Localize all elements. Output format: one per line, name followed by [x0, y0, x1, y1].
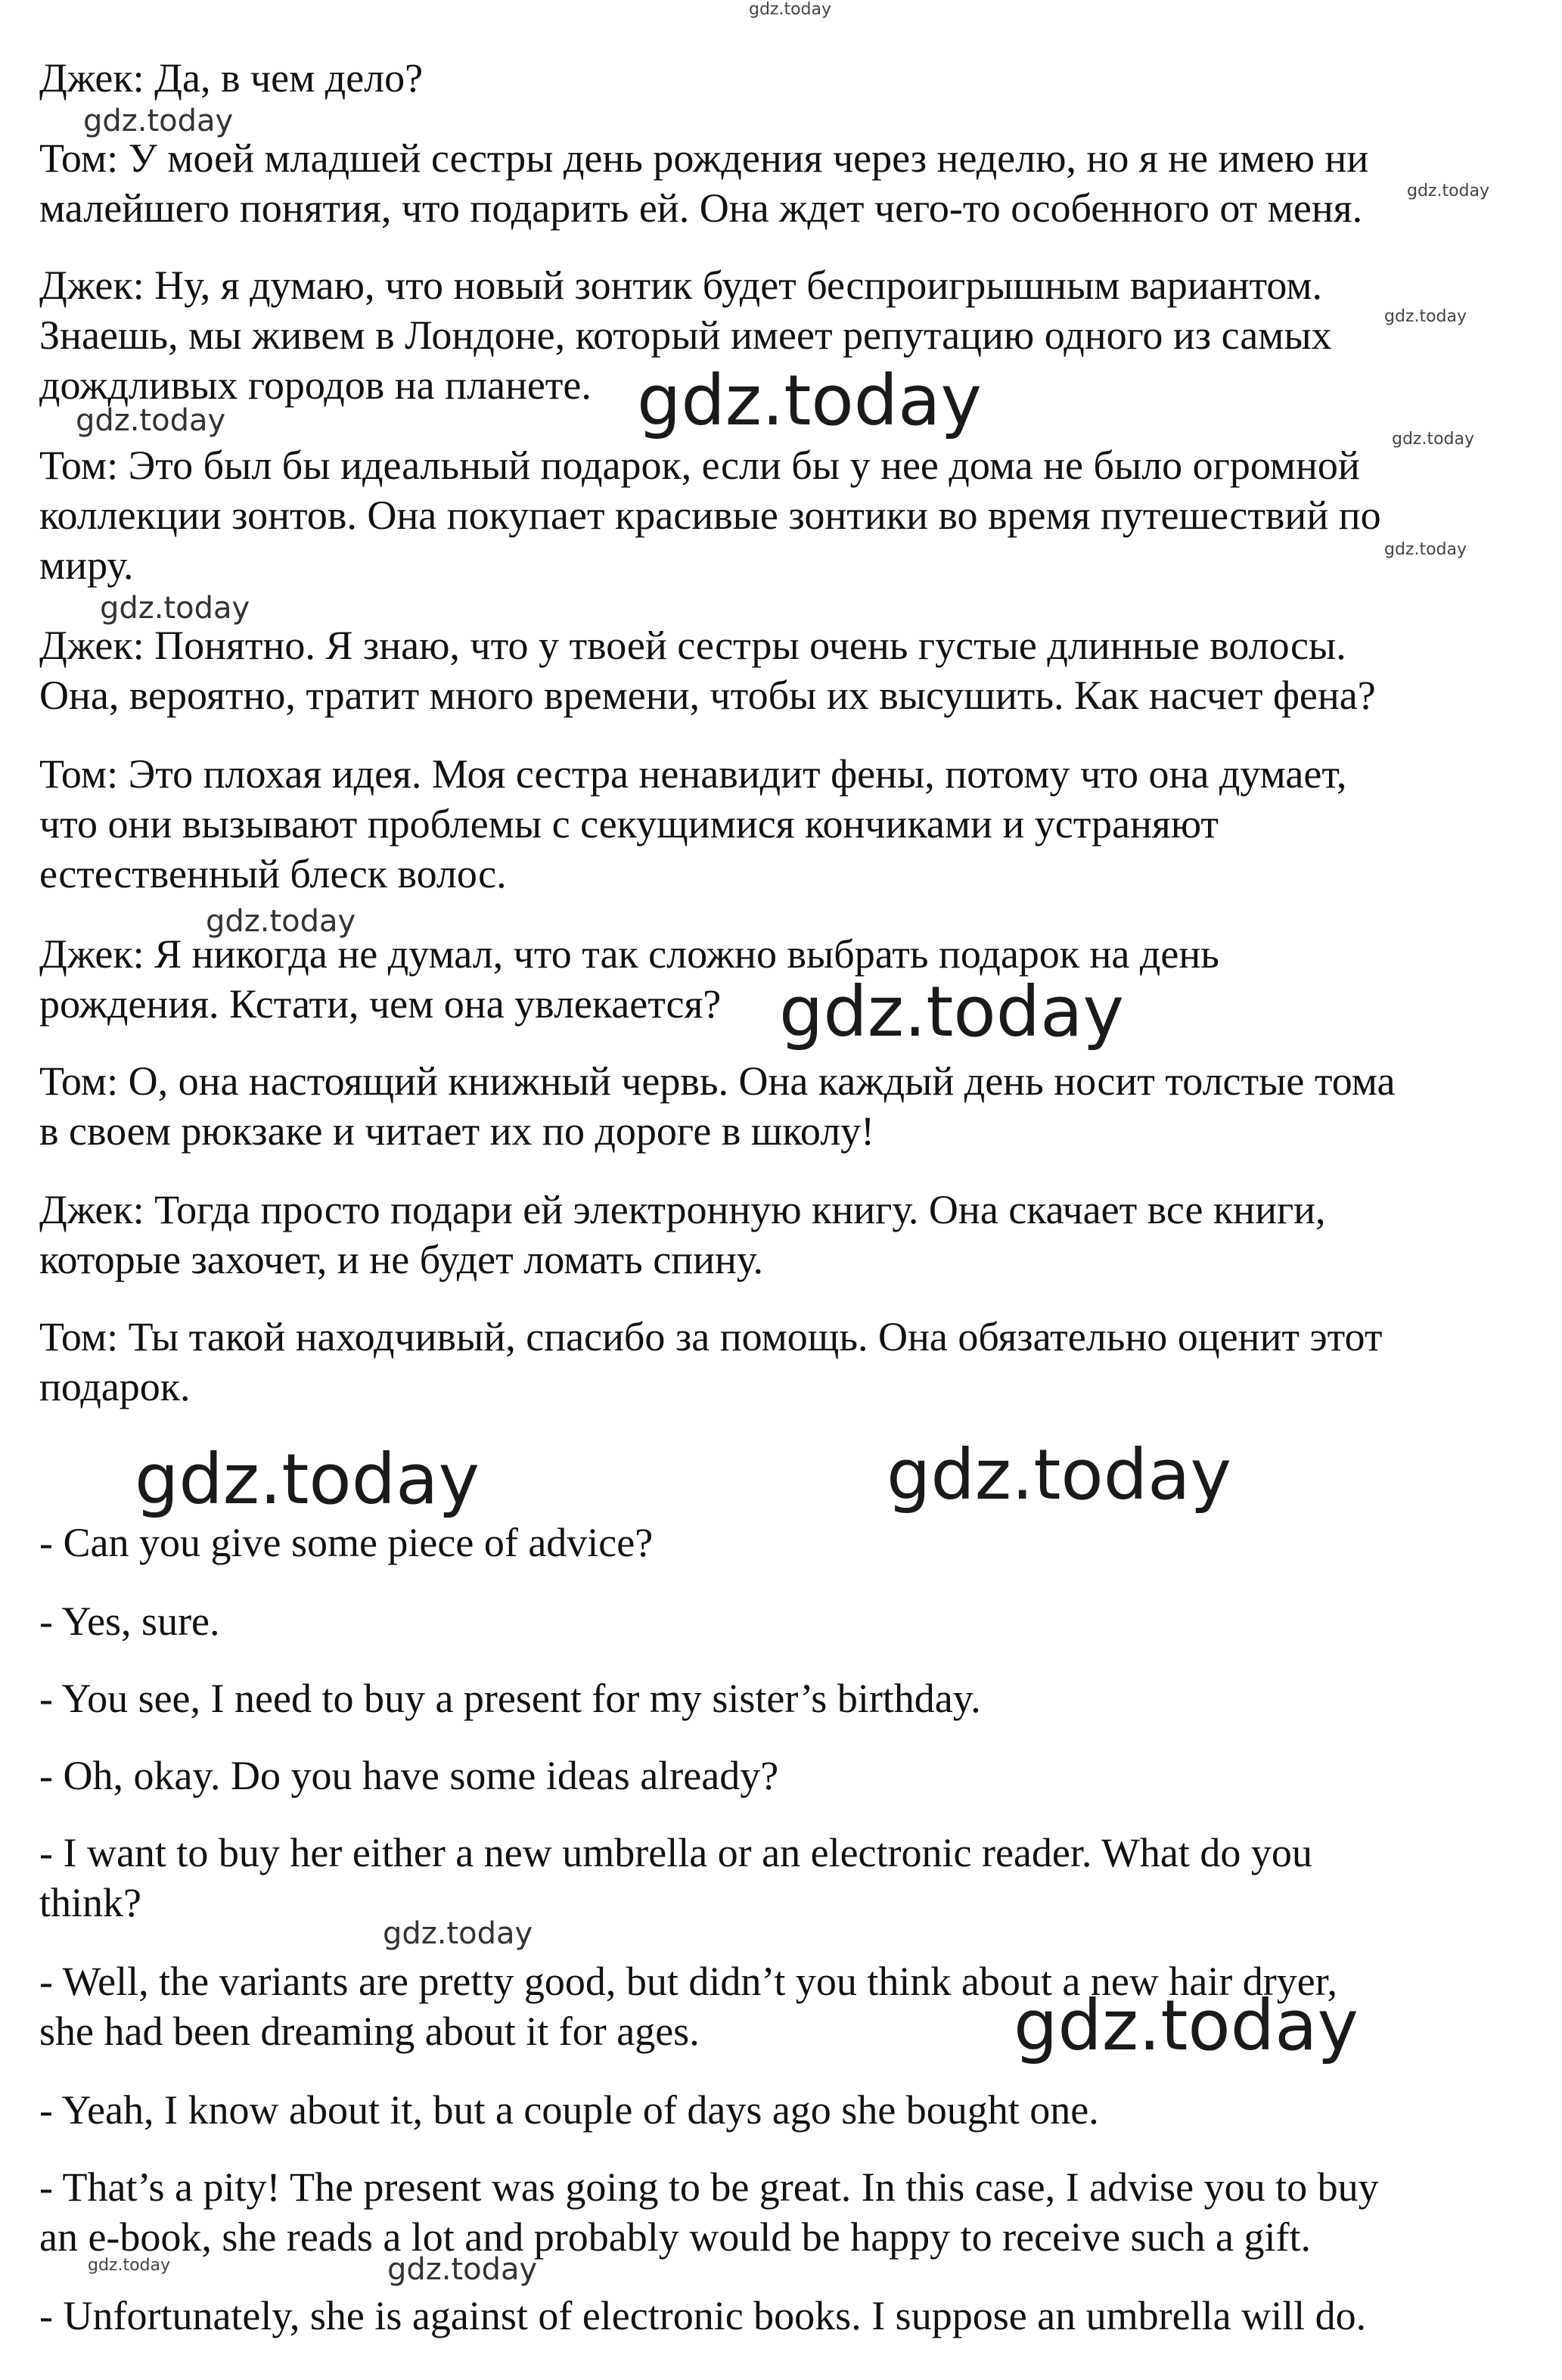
dialogue-line: которые захочет, и не будет ломать спину. [39, 1237, 764, 1282]
dialogue-line: подарок. [39, 1364, 191, 1409]
dialogue-line: Том: У моей младшей сестры день рождения через неделю, но я не имею ни [39, 135, 1369, 181]
dialogue-line: - You see, I need to buy a present for my sister’s birthday. [39, 1676, 981, 1721]
watermark: gdz.today [383, 1916, 533, 1951]
watermark: gdz.today [88, 2256, 171, 2275]
dialogue-line: think? [39, 1880, 141, 1925]
dialogue-line: - Yes, sure. [39, 1599, 220, 1644]
dialogue-line: Том: Ты такой находчивый, спасибо за помощь. Она обязательно оценит этот [39, 1314, 1383, 1359]
dialogue-line: малейшего понятия, что подарить ей. Она ждет чего-то особенного от меня. [39, 185, 1363, 231]
dialogue-line: Джек: Я никогда не думал, что так сложно выбрать подарок на день [39, 931, 1219, 977]
dialogue-line: дождливых городов на планете. [39, 362, 592, 408]
watermark: gdz.today [135, 1439, 480, 1520]
watermark: gdz.today [83, 104, 234, 138]
dialogue-line: Том: Это был бы идеальный подарок, если бы у нее дома не было огромной [39, 443, 1360, 488]
dialogue-line: Том: Это плохая идея. Моя сестра ненавидит фены, потому что она думает, [39, 751, 1347, 797]
dialogue-line: Джек: Ну, я думаю, что новый зонтик будет беспроигрышным вариантом. [39, 263, 1323, 308]
dialogue-line: Знаешь, мы живем в Лондоне, который имеет репутацию одного из самых [39, 312, 1332, 358]
dialogue-line: Джек: Тогда просто подари ей электронную книгу. Она скачает все книги, [39, 1187, 1326, 1232]
dialogue-line: в своем рюкзаке и читает их по дороге в школу! [39, 1108, 875, 1154]
dialogue-line: - Well, the variants are pretty good, but didn’t you think about a new hair dryer, [39, 1959, 1338, 2004]
dialogue-line: рождения. Кстати, чем она увлекается? [39, 981, 722, 1027]
dialogue-line: she had been dreaming about it for ages. [39, 2009, 700, 2054]
watermark: gdz.today [1407, 182, 1490, 200]
watermark: gdz.today [1384, 307, 1467, 326]
dialogue-line: естественный блеск волос. [39, 851, 507, 896]
dialogue-line: Том: О, она настоящий книжный червь. Она каждый день носит толстые тома [39, 1058, 1396, 1104]
watermark: gdz.today [637, 360, 982, 441]
watermark: gdz.today [1392, 430, 1475, 449]
dialogue-line: - Can you give some piece of advice? [39, 1520, 654, 1565]
dialogue-line: an e-book, she reads a lot and probably would be happy to receive such a gift. [39, 2214, 1311, 2260]
dialogue-line: - That’s a pity! The present was going to be great. In this case, I advise you to buy [39, 2164, 1379, 2210]
watermark: gdz.today [76, 403, 226, 438]
watermark: gdz.today [1014, 1985, 1359, 2066]
watermark: gdz.today [779, 971, 1124, 1052]
dialogue-line: коллекции зонтов. Она покупает красивые зонтики во время путешествий по [39, 492, 1381, 538]
watermark: gdz.today [1384, 540, 1467, 559]
dialogue-line: что они вызывают проблемы с секущимися кончиками и устраняют [39, 801, 1219, 847]
dialogue-line: - Unfortunately, she is against of electronic books. I suppose an umbrella will do. [39, 2293, 1367, 2338]
dialogue-line: - Yeah, I know about it, but a couple of days ago she bought one. [39, 2087, 1099, 2133]
watermark: gdz.today [100, 591, 250, 626]
dialogue-line: - Oh, okay. Do you have some ideas already? [39, 1753, 779, 1798]
watermark: gdz.today [206, 904, 356, 939]
watermark: gdz.today [749, 0, 832, 19]
dialogue-line: Джек: Да, в чем дело? [39, 55, 424, 101]
dialogue-line: Джек: Понятно. Я знаю, что у твоей сестры очень густые длинные волосы. [39, 623, 1346, 668]
dialogue-line: миру. [39, 542, 134, 588]
dialogue-line: - I want to buy her either a new umbrella or an electronic reader. What do you [39, 1830, 1312, 1875]
watermark: gdz.today [887, 1434, 1231, 1515]
dialogue-line: Она, вероятно, тратит много времени, чтобы их высушить. Как насчет фена? [39, 673, 1376, 718]
watermark: gdz.today [387, 2252, 538, 2287]
